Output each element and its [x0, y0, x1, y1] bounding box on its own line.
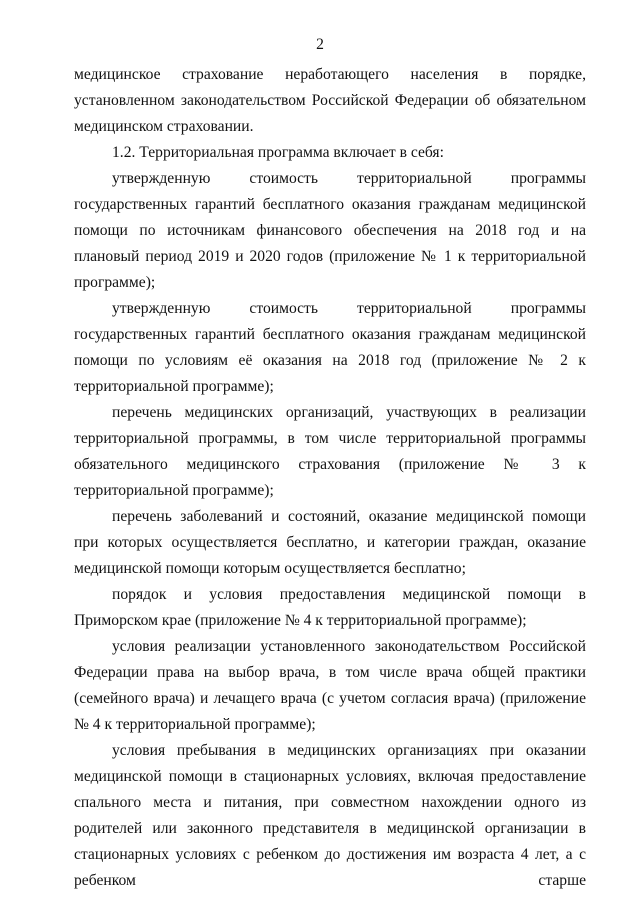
list-item-diseases-list: перечень заболеваний и состояний, оказание медицинской помощи при которых осуществляется бесплатно, и категории граждан, оказание медицинской помощи которым осуществляется бесплатно; — [74, 508, 586, 577]
list-item-doctor-choice: условия реализации установленного законодательством Российской Федерации права на выбор врача, в том числе врача общей практики (семейного врача) и лечащего врача (с учетом согласия врача) (приложение № 4 к территориальной программе); — [74, 638, 586, 733]
list-item-procedure-conditions: порядок и условия предоставления медицинской помощи в Приморском крае (приложение № 4 к территориальной программе); — [74, 586, 586, 629]
list-item-cost-by-conditions: утвержденную стоимость территориальной программы государственных гарантий бесплатного оказания гражданам медицинской помощи по условиям её оказания на 2018 год (приложение № 2 к территориальной программе); — [74, 300, 586, 395]
section-heading-1-2: 1.2. Территориальная программа включает в себя: — [112, 144, 444, 161]
document-body — [74, 62, 586, 894]
page-number: 2 — [316, 36, 324, 53]
list-item-cost-by-source: утвержденную стоимость территориальной программы государственных гарантий бесплатного оказания гражданам медицинской помощи по источникам финансового обеспечения на 2018 год и на плановый период 2019 и 2020 годов (приложение № 1 к территориальной программе); — [74, 170, 586, 291]
list-item-inpatient-conditions: условия пребывания в медицинских организациях при оказании медицинской помощи в стационарных условиях, включая предоставление спального места и питания, при совместном нахождении одного из родителей или законного представителя в медицинской организации в стационарных условиях с ребенком до достижения им возраста 4 лет, а с ребенком старше — [74, 742, 586, 889]
list-item-organizations-list: перечень медицинских организаций, участвующих в реализации территориальной программы, в том числе территориальной программы обязательного медицинского страхования (приложение № 3 к территориальной программе); — [74, 404, 586, 499]
paragraph-continuation: медицинское страхование неработающего населения в порядке, установленном законодательством Российской Федерации об обязательном медицинском страховании. — [74, 66, 586, 135]
